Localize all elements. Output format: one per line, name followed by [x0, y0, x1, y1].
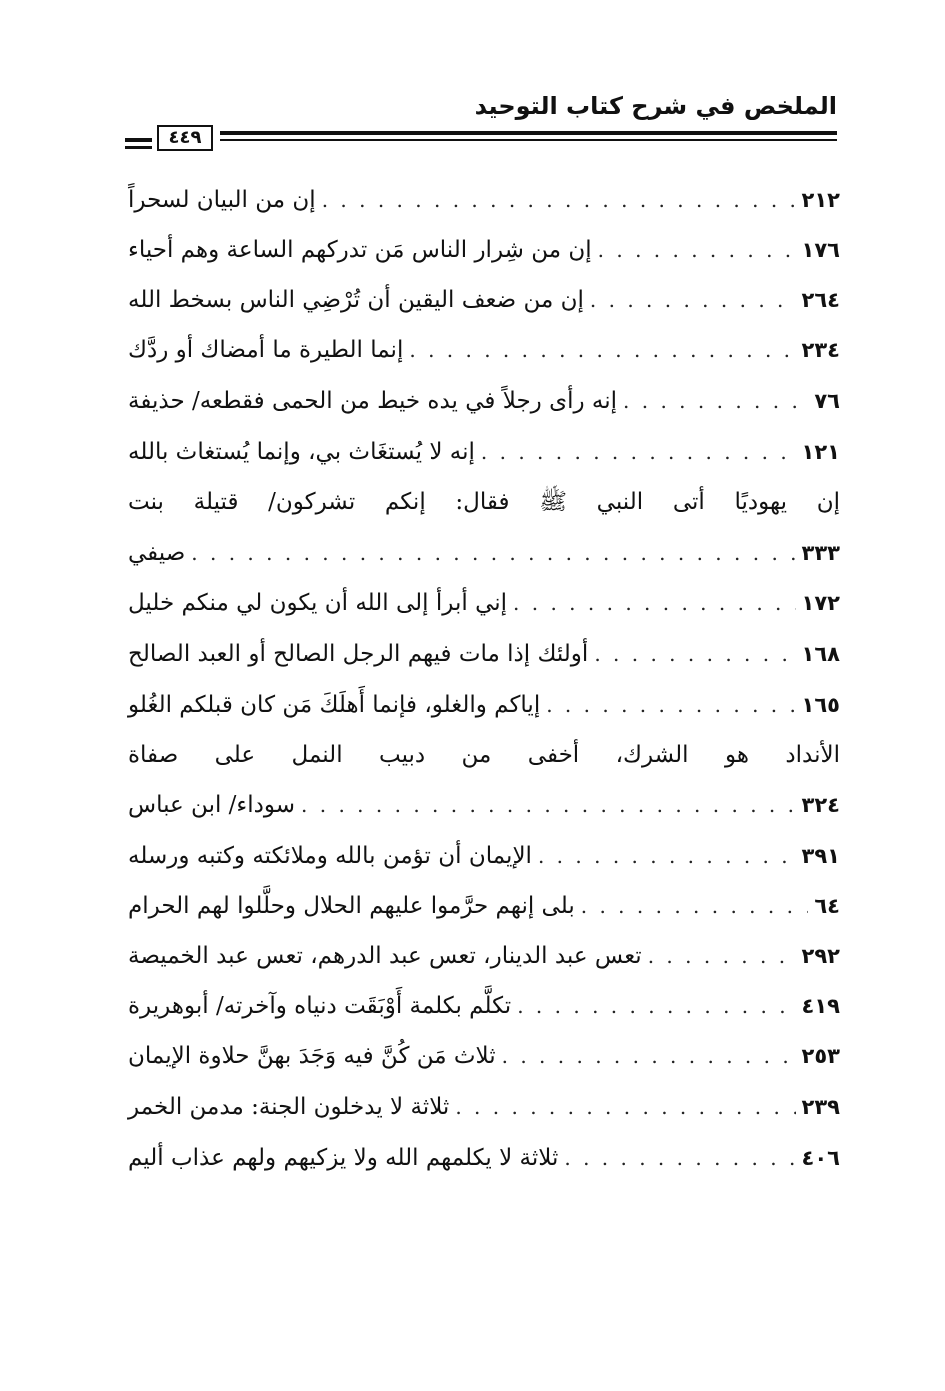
leader-dots: [546, 693, 795, 717]
entry-text: إني أبرأ إلى الله أن يكون لي منكم خليل: [128, 590, 508, 616]
index-entry: [128, 682, 840, 728]
index-entry: [128, 327, 840, 373]
leader-dots: [538, 844, 796, 868]
entry-text: ثلاث مَن كُنَّ فيه وَجَدَ بهنَّ حلاوة الإيمان: [128, 1043, 496, 1069]
entry-page-number: ٣٣٣: [801, 541, 840, 565]
leader-dots: [623, 389, 808, 413]
entry-text: إياكم والغلو، فإنما أَهلَكَ مَن كان قبلكم الغُلو: [128, 692, 541, 718]
entry-text: تكلَّم بكلمة أَوْبَقَت دنياه وآخرته/ أبوهريرة: [128, 993, 512, 1019]
entry-page-number: ٢١٢: [801, 188, 840, 212]
entry-page-number: ٤٠٦: [801, 1146, 840, 1170]
entry-page-number: ٢٣٤: [801, 338, 840, 362]
index-entry: [128, 580, 840, 626]
leader-dots: [481, 440, 796, 464]
entry-text: إنه لا يُستغَاث بي، وإنما يُستغاث بالله: [128, 439, 475, 465]
entry-page-number: ٢٦٤: [801, 288, 840, 312]
leader-dots: [648, 944, 796, 968]
leader-dots: [517, 994, 795, 1018]
entry-text: إن من البيان لسحراً: [128, 187, 316, 213]
entry-text: إن من ضعف اليقين أن تُرْضِي الناس بسخط الله: [128, 287, 584, 313]
entry-text: إنما الطيرة ما أمضاك أو ردَّك: [128, 337, 404, 363]
entry-page-number: ١٦٥: [801, 693, 840, 717]
index-entry: [128, 1135, 840, 1181]
entry-text: الإيمان أن تؤمن بالله وملائكته وكتبه ورسله: [128, 843, 532, 869]
entry-text: تعس عبد الدينار، تعس عبد الدرهم، تعس عبد الخميصة: [128, 943, 642, 969]
entry-page-number: ٤١٩: [801, 994, 840, 1018]
index-entry: [128, 933, 840, 979]
index-entry: [128, 833, 840, 879]
index-entry: [128, 631, 840, 677]
entry-text: ثلاثة لا يدخلون الجنة: مدمن الخمر: [128, 1094, 450, 1120]
entry-page-number: ٢٣٩: [801, 1095, 840, 1119]
index-entry: [128, 378, 840, 424]
index-entry: [128, 277, 840, 323]
page-number: ٤٤٩: [157, 125, 213, 151]
leader-dots: [598, 238, 796, 262]
index-entry: [128, 883, 840, 929]
entry-text: صيفي: [128, 540, 186, 566]
entry-text: إن من شِرار الناس مَن تدركهم الساعة وهم أحياء: [128, 237, 592, 263]
index-entry-first-line: [128, 479, 840, 525]
index-entry-first-line: [128, 732, 840, 778]
index-entry: [128, 530, 840, 576]
entry-page-number: ١٧٦: [801, 238, 840, 262]
entry-page-number: ٦٤: [814, 894, 840, 918]
entry-page-number: ٢٥٣: [801, 1044, 840, 1068]
entry-text: ثلاثة لا يكلمهم الله ولا يزكيهم ولهم عذاب أليم: [128, 1145, 559, 1171]
running-header-title: الملخص في شرح كتاب التوحيد: [474, 92, 837, 120]
leader-dots: [502, 1044, 796, 1068]
entry-page-number: ١٢١: [801, 440, 840, 464]
entry-page-number: ٣٢٤: [801, 793, 840, 817]
index-entry: [128, 227, 840, 273]
entry-text: إنه رأى رجلاً في يده خيط من الحمى فقطعه/ حذيفة: [128, 388, 618, 414]
entry-page-number: ١٧٢: [801, 591, 840, 615]
entry-page-number: ٢٩٢: [801, 944, 840, 968]
entry-text-line1: إن يهوديًا أتى النبي ﷺ فقال: إنكم تشركون/ قتيلة بنت: [128, 489, 840, 515]
entry-text: أولئك إذا مات فيهم الرجل الصالح أو العبد الصالح: [128, 641, 589, 667]
index-entry: [128, 1033, 840, 1079]
index-entry: [128, 177, 840, 223]
leader-dots: [455, 1095, 795, 1119]
leader-dots: [191, 541, 795, 565]
leader-dots: [590, 288, 796, 312]
leader-dots: [322, 188, 796, 212]
entry-page-number: ١٦٨: [801, 642, 840, 666]
index-entry: [128, 983, 840, 1029]
leader-dots: [564, 1146, 795, 1170]
index-entry: [128, 782, 840, 828]
leader-dots: [301, 793, 796, 817]
entry-text: بلى إنهم حرَّموا عليهم الحلال وحلَّلوا لهم الحرام: [128, 893, 575, 919]
leader-dots: [513, 591, 796, 615]
index-entry: [128, 1084, 840, 1130]
entry-page-number: ٧٦: [814, 389, 840, 413]
leader-dots: [594, 642, 795, 666]
entry-text: سوداء/ ابن عباس: [128, 792, 296, 818]
leader-dots: [581, 894, 809, 918]
entry-page-number: ٣٩١: [801, 844, 840, 868]
leader-dots: [409, 338, 795, 362]
entry-text-line1: الأنداد هو الشرك، أخفى من دبيب النمل على صفاة: [128, 742, 840, 768]
index-entry: [128, 429, 840, 475]
